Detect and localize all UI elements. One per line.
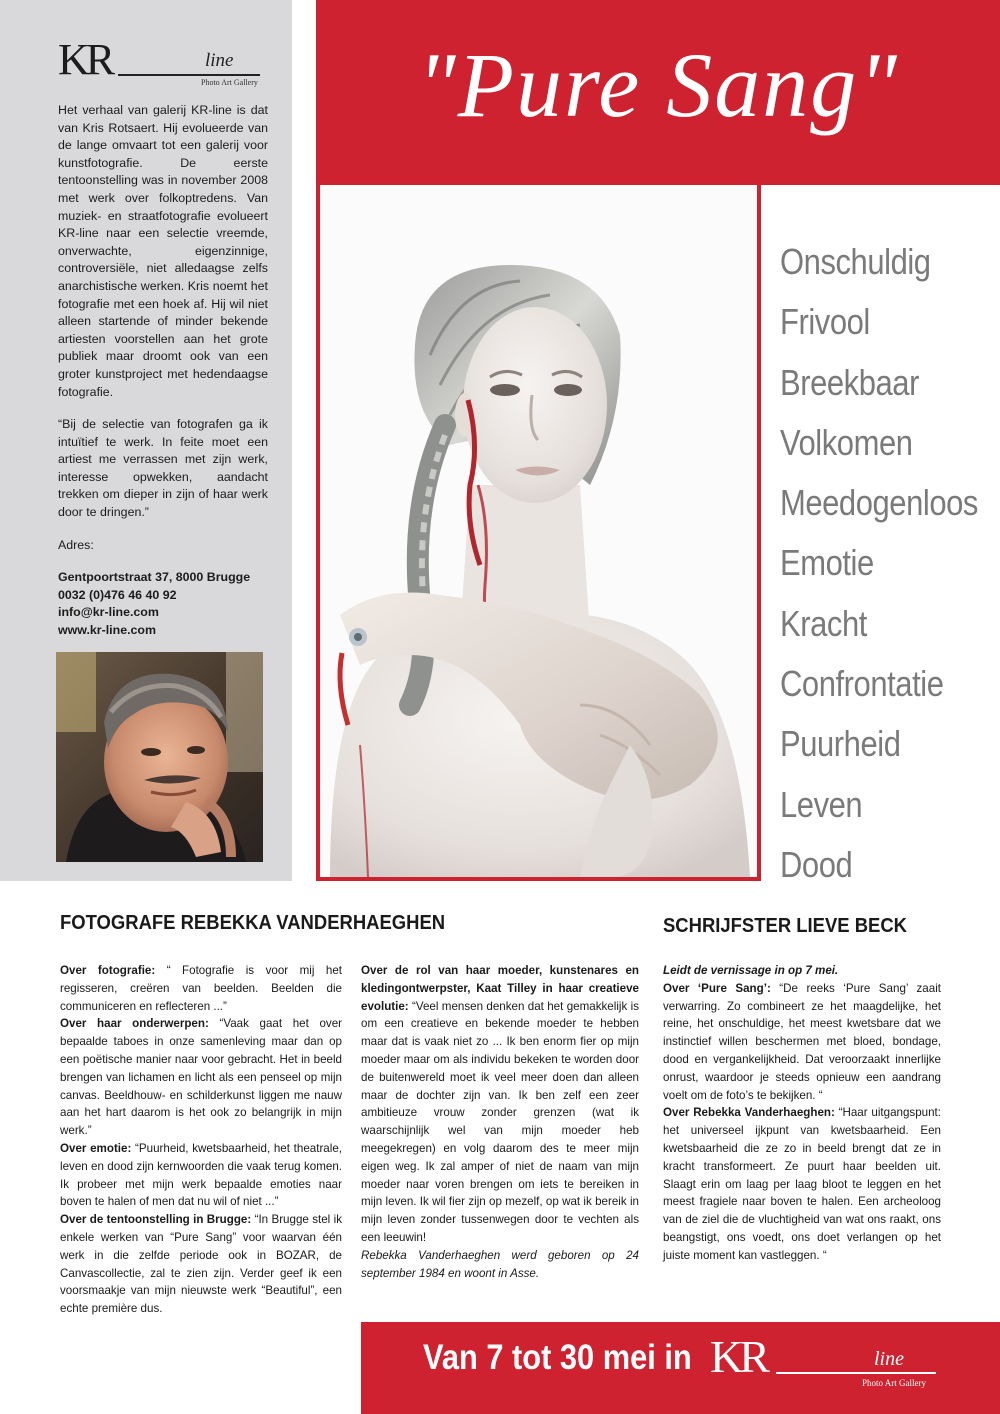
kr-line-logo [58, 35, 263, 88]
address-label: Adres: [58, 537, 94, 552]
keyword: Emotie [780, 542, 874, 584]
address-street: Gentpoortstraat 37, 8000 Brugge [58, 570, 251, 585]
header-banner [316, 0, 1000, 185]
bio-note [361, 1247, 639, 1283]
main-photo-illustration [320, 185, 757, 877]
keyword-list [780, 232, 990, 895]
bio-note-text: Rebekka Vanderhaeghen werd geboren op 24 september 1984 en woont in Asse. [361, 1248, 639, 1280]
logo-script: line [205, 50, 234, 71]
portrait-photo [56, 652, 263, 862]
keyword: Volkomen [780, 421, 913, 463]
sidebar [0, 0, 292, 881]
kr-line-logo-footer [710, 1331, 960, 1394]
interview-text: “Vaak gaat het over bepaalde taboes in onze samenleving maar dan op een poëtische manier naar voor gebracht. Het in beeld brengen van lichamen en licht als een penseel op mijn canvas. Beeldhouw- en schilderkunst liggen me nauw aan het hart daarom is het ook zo belangrijk in mijn werk.” [60, 1017, 342, 1138]
main-photo-frame [316, 185, 761, 881]
address-email[interactable]: info@kr-line.com [58, 605, 159, 620]
interview-label: Over fotografie: [60, 964, 156, 977]
logo-subtitle: Photo Art Gallery [862, 1378, 926, 1388]
address-phone: 0032 (0)476 46 40 92 [58, 587, 177, 602]
vernissage-text: Leidt de vernissage in op 7 mei. [663, 964, 839, 977]
interview-column-1 [60, 962, 342, 1318]
interview-label: Over haar onderwerpen: [60, 1017, 209, 1031]
photographer-heading: FOTOGRAFE REBEKKA VANDERHAEGHEN [60, 911, 446, 934]
exhibition-dates: Van 7 tot 30 mei in [423, 1338, 692, 1377]
keyword: Leven [780, 783, 863, 825]
logo-script: line [874, 1348, 904, 1370]
interview-label: Over emotie: [60, 1141, 132, 1155]
footer-banner [361, 1322, 1000, 1414]
writer-column [663, 962, 941, 1265]
gallery-quote: “Bij de selectie van fotografen ga ik intuïtief te werk. In feite moet een artiest me verrassen met zijn werk, interesse opwekken, aandacht trekken om dieper in zijn of haar werk door te dringen.” [58, 417, 268, 520]
logo-mark: KR [710, 1331, 766, 1382]
writer-text: “De reeks ‘Pure Sang’ zaait verwarring. Zo combineert ze het maagdelijke, het reine, het onschuldige, het meest kwetsbare dat we instinctief willen beschermen met bloed, bondage, dood en vergankelijkheid. Dat veroorzaakt innerlijke onrust, waardoor je steeds opnieuw een aandrang voelt om de foto’s te bekijken. “ [663, 981, 941, 1102]
interview-paragraph [361, 962, 639, 1247]
writer-label: Over Rebekka Vanderhaeghen: [663, 1106, 835, 1120]
gallery-intro: Het verhaal van galerij KR-line is dat van Kris Rotsaert. Hij evolueerde van de lange omvaart tot een galerij voor kunstfotografie. De eerste tentoonstelling was in november 2008 met werk over folkoptredens. Van muziek- en straatfotografie evolueert KR-line naar een selectie vreemde, onverwachte, eigenzinnige, controversiële, niet alledaagse zelfs anarchistische werken. Kris noemt het fotografie met een hoek af. Hij wil niet alleen startende of minder bekende artiesten voorstellen aan het grote publiek maar droomt ook van een groter kunstproject met hedendaagse fotografie. [58, 103, 268, 399]
logo-rule [118, 74, 260, 76]
interview-label: Over de rol van haar moeder, kunstenares en kledingontwerpster, Kaat Tilley in haar creatieve evolutie: [361, 964, 639, 1013]
address-website[interactable]: www.kr-line.com [58, 623, 156, 638]
page-title: "Pure Sang" [417, 34, 899, 136]
logo-mark: KR [58, 35, 112, 84]
keyword: Kracht [780, 602, 867, 644]
interview-paragraph [60, 1140, 342, 1211]
writer-paragraph [663, 1104, 941, 1264]
keyword: Onschuldig [780, 241, 931, 282]
interview-text: “Puurheid, kwetsbaarheid, het theatrale, leven en dood zijn kernwoorden die vaak terug komen. Ik probeer met mijn werk bepaalde emoties naar boven te halen of men dat nu wil of niet ...” [60, 1141, 342, 1209]
interview-text: “Veel mensen denken dat het gemakkelijk is om een creatieve en bekende moeder te hebben maar dat is vaak niet zo ... Ik ben enorm fier op mijn moeder maar om als individu bekeken te worden door de buitenwereld moet ik veel meer doen dan alleen maar de dochter zijn van. Ik ben zelf een zeer ambitieuze vrouw zonder grenzen (wat ik waarschijnlijk wel van mijn moeder heb meegekregen) en volg daarom des te meer mijn eigen weg. Ik zal amper of niet de naam van mijn moeder naar voren brengen om iets te bereiken in mijn leven. Ik wil fier zijn op mezelf, op wat ik bereik in mijn leven zonder tussenwegen door te vechten als een leeuwin! [361, 999, 639, 1244]
main-photo [320, 185, 757, 877]
interview-text: “ Fotografie is voor mij het regisseren, creëren van beelden. Beelden die communiceren en reflecteren ...” [60, 964, 343, 1013]
interview-text: “In Brugge stel ik enkele werken van “Pure Sang” voor waarvan één werk in die zelfde periode ook in BOZAR, de Canvascollectie, zal te zien zijn. Verder geef ik een voorsmaakje van mijn nieuwste werk “Beautiful”, een echte première dus. [60, 1213, 342, 1316]
keyword: Meedogenloos [780, 482, 978, 524]
interview-paragraph [60, 962, 342, 1015]
writer-label: Over ‘Pure Sang’: [663, 981, 771, 995]
sidebar-text [58, 102, 268, 640]
writer-text: “Haar uitgangspunt: het universeel ijkpunt van kwetsbaarheid. Een kwetsbaarheid die ze zo in beeld brengt dat ze in kracht transformeert. Ze puurt haar beelden uit. Slaagt erin om laag per laag bloot te leggen en het meest fragiele naar boven te halen. Een archeoloog van de ziel die de vluchtigheid van wat ons raakt, ons beangstigt, ons voedt, ons doet verlangen op het juiste moment kan vastleggen. “ [663, 1106, 941, 1262]
logo-subtitle: Photo Art Gallery [201, 78, 258, 87]
keyword: Frivool [780, 301, 870, 343]
keyword: Breekbaar [780, 361, 919, 403]
keyword: Dood [780, 843, 853, 885]
keyword: Confrontatie [780, 663, 944, 705]
interview-paragraph [60, 1015, 342, 1140]
vernissage-note [663, 962, 941, 980]
writer-heading: SCHRIJFSTER LIEVE BECK [663, 914, 907, 937]
writer-paragraph [663, 980, 941, 1105]
portrait-illustration [56, 652, 263, 862]
interview-label: Over de tentoonstelling in Brugge: [60, 1213, 252, 1227]
interview-column-2 [361, 962, 639, 1282]
keyword: Puurheid [780, 723, 901, 765]
logo-rule [776, 1372, 936, 1374]
interview-paragraph [60, 1211, 342, 1318]
